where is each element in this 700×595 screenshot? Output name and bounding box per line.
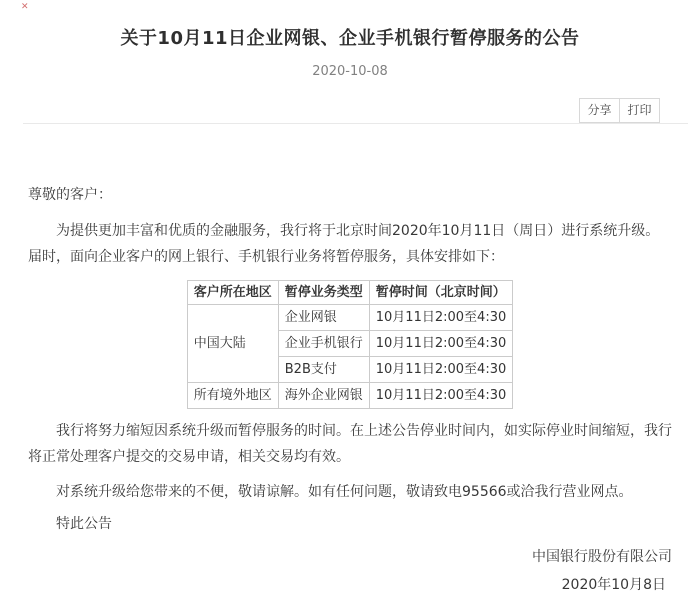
cell-service: 企业手机银行	[278, 331, 369, 357]
paragraph-apology: 对系统升级给您带来的不便，敬请谅解。如有任何问题，敬请致电95566或洽我行营业网点。	[56, 484, 633, 500]
announcement-body	[0, 182, 700, 595]
table-row	[187, 305, 513, 331]
paragraph-intro: 为提供更加丰富和优质的金融服务，我行将于北京时间2020年10月11日（周日）进行系统升级。届时，面向企业客户的网上银行、手机银行业务将暂停服务，具体安排如下：	[28, 223, 660, 265]
cell-service: 海外企业网银	[278, 383, 369, 409]
cell-time: 10月11日2:00至4:30	[369, 357, 512, 383]
cell-service: 企业网银	[278, 305, 369, 331]
signature-date: 2020年10月8日	[561, 577, 666, 593]
print-button[interactable]: 打印	[619, 98, 660, 123]
table-header-row	[187, 281, 513, 305]
signature-block	[28, 543, 672, 595]
cell-region-mainland: 中国大陆	[187, 305, 278, 383]
suspension-schedule-table	[187, 280, 514, 409]
column-header-region: 客户所在地区	[187, 281, 278, 305]
cell-time: 10月11日2:00至4:30	[369, 383, 512, 409]
signature-company: 中国银行股份有限公司	[532, 549, 672, 565]
cell-time: 10月11日2:00至4:30	[369, 331, 512, 357]
table-row	[187, 383, 513, 409]
publish-date: 2020-10-08	[312, 64, 388, 79]
paragraph-shorten: 我行将努力缩短因系统升级而暂停服务的时间。在上述公告停业时间内，如实际停业时间缩短，我行将正常处理客户提交的交易申请，相关交易均有效。	[28, 423, 672, 465]
column-header-time: 暂停时间（北京时间）	[369, 281, 512, 305]
cell-region-overseas: 所有境外地区	[187, 383, 278, 409]
header-divider	[23, 123, 688, 124]
column-header-service: 暂停业务类型	[278, 281, 369, 305]
closing-statement: 特此公告	[56, 516, 112, 532]
broken-image-icon: ✕	[21, 2, 29, 12]
cell-service: B2B支付	[278, 357, 369, 383]
salutation: 尊敬的客户：	[28, 187, 112, 203]
toolbar	[0, 98, 700, 123]
cell-time: 10月11日2:00至4:30	[369, 305, 512, 331]
share-button[interactable]: 分享	[579, 98, 620, 123]
page-title: 关于10月11日企业网银、企业手机银行暂停服务的公告	[120, 28, 580, 49]
